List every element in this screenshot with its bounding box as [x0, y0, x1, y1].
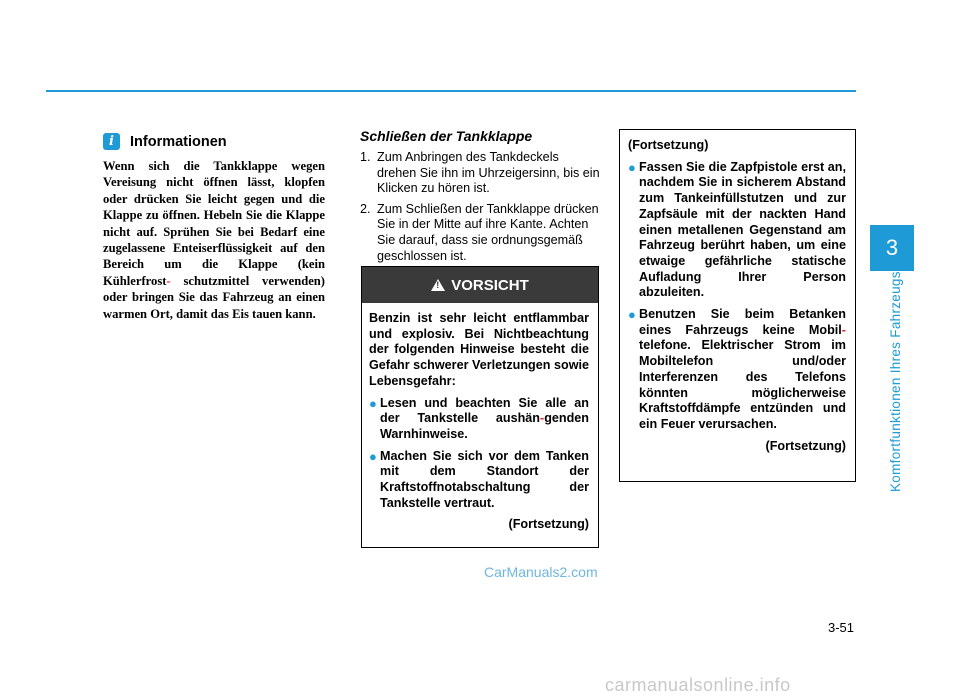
- chapter-number-tab: 3: [870, 225, 914, 271]
- bullet-text: [380, 449, 589, 512]
- bullet-text-part1: Lesen und beachten Sie alle an der Tankstelle aushän: [380, 395, 589, 426]
- chapter-title-text: Komfortfunktionen Ihres Fahrzeugs: [888, 271, 903, 492]
- watermark-carmanualsonline: carmanualsonline.info: [605, 675, 791, 695]
- info-text-part2: schutzmittel verwenden) oder bringen Sie das Fahrzeug an einen warmen Ort, damit das Eis tauen kann.: [103, 273, 325, 321]
- caution-header: [362, 267, 598, 303]
- continuation-box: [619, 129, 856, 482]
- step-text: Zum Schließen der Tankklappe drücken Sie in der Mitte auf ihre Kante. Achten Sie darauf, dass sie ordnungsgemäß geschlossen ist.: [377, 201, 599, 263]
- continued-note: (Fortsetzung): [765, 438, 846, 453]
- info-column: [103, 133, 325, 322]
- bullet-text: [639, 160, 846, 301]
- step-list: [360, 150, 600, 264]
- caution-label: VORSICHT: [451, 276, 529, 294]
- info-paragraph: [103, 158, 325, 322]
- info-header: [103, 133, 325, 150]
- bullet-text: [380, 396, 589, 443]
- hyphen-mark: -: [166, 273, 171, 288]
- continuation-heading: (Fortsetzung): [628, 138, 709, 152]
- step-item: [360, 150, 600, 197]
- continuation-bullet: [628, 160, 846, 301]
- caution-bullet: [369, 449, 589, 512]
- header-rule: [46, 90, 856, 92]
- info-text-part1: Wenn sich die Tankklappe wegen Vereisung nicht öffnen lässt, klopfen oder drücken Sie leicht gegen und die Klappe zu öffnen. Hebeln Sie die Klappe nicht auf. Sprühen Sie bei Bedarf eine zugelassene Enteiserflüssigkeit auf den Bereich um die Klappe (kein Kühlerfrost: [103, 159, 325, 288]
- page-number: 3-51: [828, 620, 855, 635]
- bullet-text-part2: genden Warnhinweise.: [380, 411, 589, 441]
- bullet-text-part1: Fassen Sie die Zapfpistole erst an, nachdem Sie in sicherem Abstand zum Tankeinfüllstutzen und zur Zapfsäule mit der nackten Hand einen metallenen Gegenstand am Fahrzeug berührt haben, um eine etwaige gefährliche statische Aufladung Ihrer Person abzuleiten.: [639, 159, 846, 300]
- chapter-side-title: [888, 271, 906, 492]
- bullet-text-part1: Benutzen Sie beim Betanken eines Fahrzeugs keine Mobil: [639, 307, 846, 337]
- step-text: Zum Anbringen des Tankdeckels drehen Sie ihn im Uhrzeigersinn, bis ein Klicken zu hören ist.: [377, 150, 600, 196]
- hyphen-mark: -: [841, 322, 846, 337]
- hyphen-mark: -: [540, 411, 545, 426]
- continued-note: (Fortsetzung): [508, 517, 589, 532]
- caution-intro: Benzin ist sehr leicht entflammbar und explosiv. Bei Nichtbeachtung der folgenden Hinweise besteht die Gefahr schwerer Verletzungen sowie Lebensgefahr:: [369, 311, 589, 388]
- closing-section: [360, 128, 600, 269]
- bullet-text: [639, 307, 846, 433]
- bullet-text-part1: Machen Sie sich vor dem Tanken mit dem Standort der Kraftstoffnotabschaltung der Tankstelle vertraut.: [380, 448, 589, 510]
- step-item: [360, 202, 600, 264]
- continuation-body: [620, 130, 855, 454]
- info-icon: i: [103, 133, 120, 150]
- bullet-dot-icon: ●: [628, 307, 636, 323]
- step-number: 2.: [360, 201, 371, 216]
- step-number: 1.: [360, 150, 371, 164]
- caution-box: [361, 266, 599, 548]
- bullet-dot-icon: ●: [369, 395, 377, 411]
- continuation-bullet: [628, 307, 846, 433]
- bullet-dot-icon: ●: [628, 159, 636, 175]
- watermark-carmanuals2: CarManuals2.com: [484, 564, 598, 580]
- warning-triangle-icon: [431, 279, 445, 291]
- section-title: Schließen der Tankklappe: [360, 128, 533, 144]
- caution-body: [362, 303, 598, 533]
- info-title: Informationen: [130, 133, 227, 150]
- caution-bullet: [369, 396, 589, 443]
- bullet-dot-icon: ●: [369, 448, 377, 464]
- bullet-text-part2: telefone. Elektrischer Strom im Mobiltelefon und/oder Interferenzen des Telefons könnten möglicherweise Kraftstoffdämpfe entzünden und ein Feuer verursachen.: [639, 338, 846, 431]
